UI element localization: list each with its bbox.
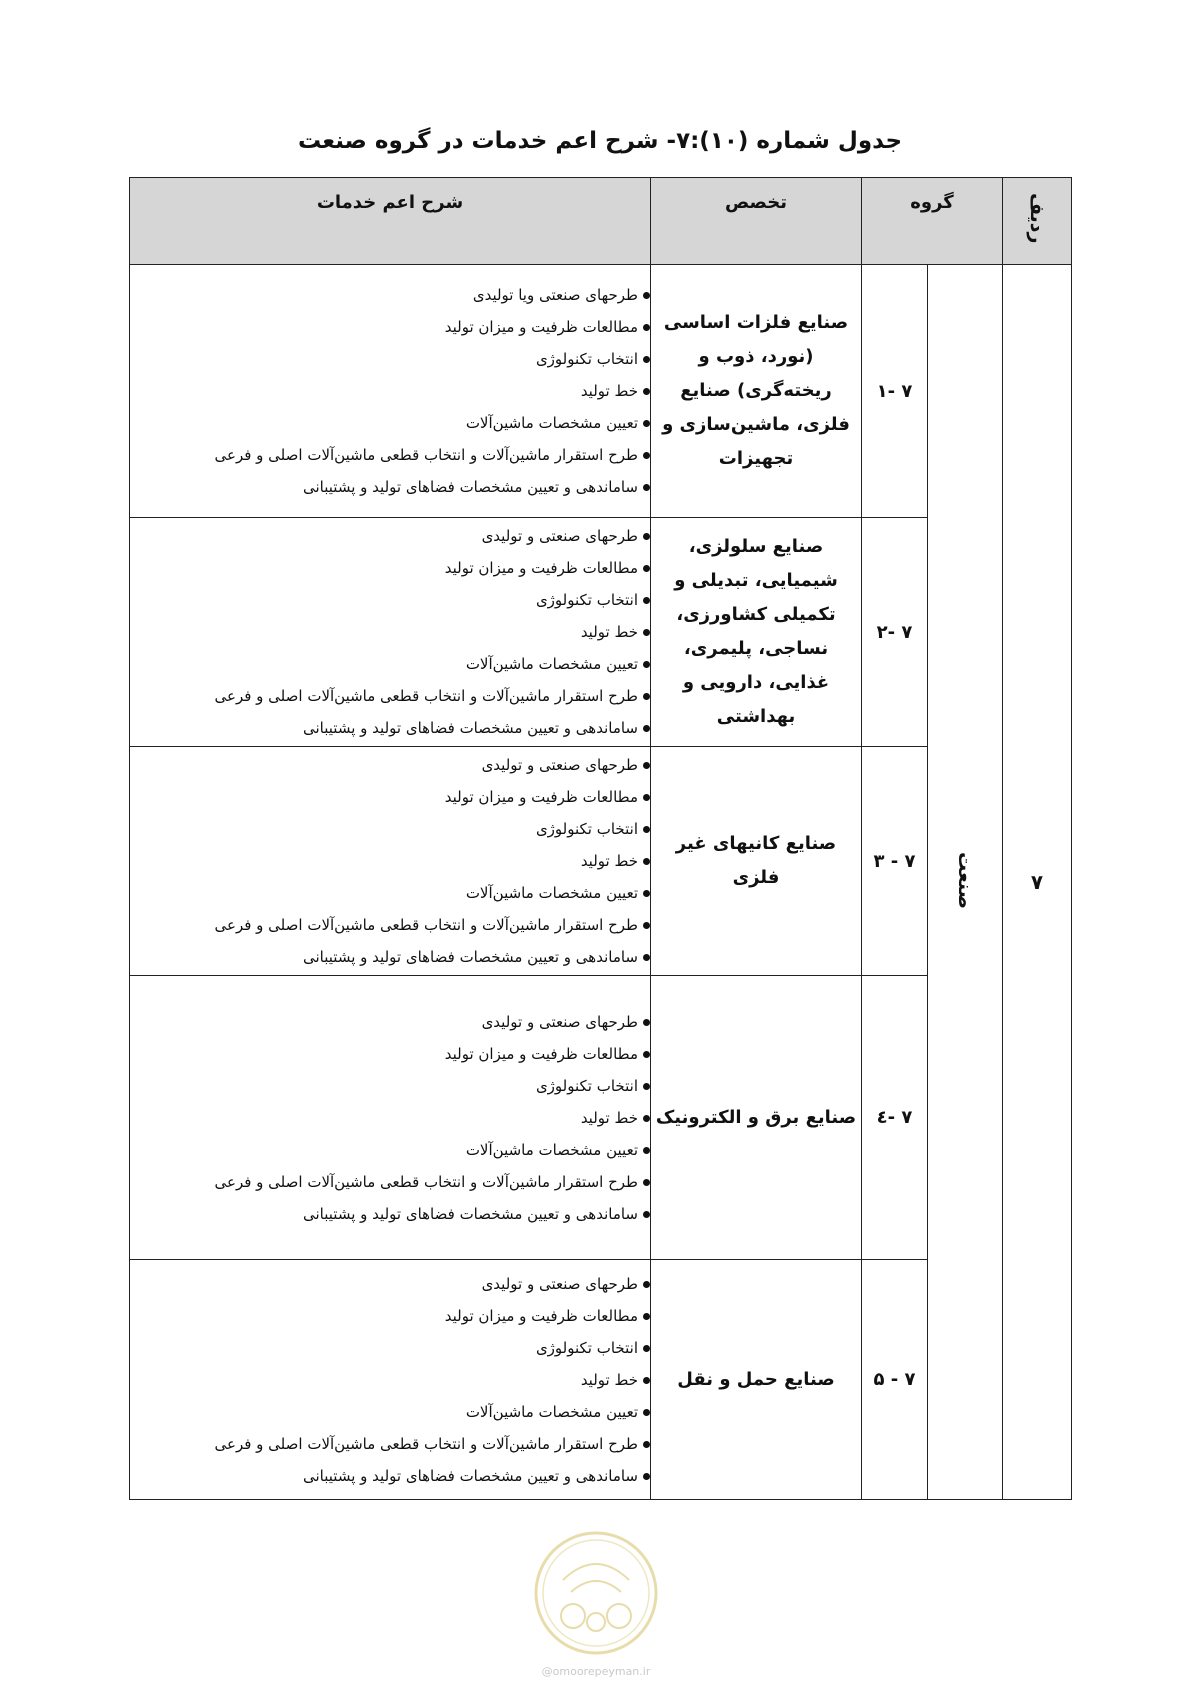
services-list <box>130 1006 650 1230</box>
specialty-cell: صنایع سلولزی، شیمیایی، تبدیلی و تکمیلی کشاورزی، نساجی، پلیمری، غذایی، دارویی و بهداشتی <box>651 518 862 747</box>
row-number-cell: ۷ <box>1003 265 1072 1500</box>
service-text: طرح استقرار ماشین‌آلات و انتخاب قطعی ماشین‌آلات اصلی و فرعی <box>214 916 638 934</box>
bullet-icon <box>643 484 650 491</box>
bullet-icon <box>643 1377 650 1384</box>
service-text: انتخاب تکنولوژی <box>535 1076 638 1095</box>
bullet-icon <box>643 922 650 929</box>
page-title: جدول شماره (۱۰):۷- شرح اعم خدمات در گروه صنعت <box>297 128 903 154</box>
service-item <box>130 375 650 407</box>
service-item <box>130 1428 650 1460</box>
service-text: انتخاب تکنولوژی <box>535 1338 638 1357</box>
service-text: خط تولید <box>580 1370 638 1389</box>
service-item <box>130 680 650 712</box>
bullet-icon <box>643 597 650 604</box>
service-text: مطالعات ظرفیت و میزان تولید <box>444 318 638 336</box>
specialty-cell: صنایع فلزات اساسی (نورد، ذوب و ریخته‌گری) صنایع فلزی، ماشین‌سازی و تجهیزات <box>651 265 862 518</box>
bullet-icon <box>643 1409 650 1416</box>
service-text: مطالعات ظرفیت و میزان تولید <box>444 788 638 806</box>
bullet-icon <box>643 1313 650 1320</box>
service-item <box>130 749 650 781</box>
service-text: طرحهای صنعتی و تولیدی <box>481 527 638 545</box>
service-item <box>130 311 650 343</box>
services-list <box>130 749 650 973</box>
service-text: تعیین مشخصات ماشین‌آلات <box>465 1140 638 1159</box>
service-text: تعیین مشخصات ماشین‌آلات <box>465 1402 638 1421</box>
bullet-icon <box>643 1115 650 1122</box>
service-text: خط تولید <box>580 382 638 400</box>
services-table <box>129 177 1072 1500</box>
service-item <box>130 1102 650 1134</box>
service-text: مطالعات ظرفیت و میزان تولید <box>444 1306 638 1325</box>
service-text: تعیین مشخصات ماشین‌آلات <box>465 884 638 902</box>
bullet-icon <box>643 1211 650 1218</box>
services-cell <box>130 1260 651 1500</box>
service-item <box>130 1006 650 1038</box>
bullet-icon <box>643 1281 650 1288</box>
service-text: ساماندهی و تعیین مشخصات فضاهای تولید و پشتیبانی <box>303 478 638 496</box>
bullet-icon <box>643 452 650 459</box>
services-list <box>130 520 650 744</box>
services-list <box>130 1268 650 1492</box>
service-text: طرح استقرار ماشین‌آلات و انتخاب قطعی ماشین‌آلات اصلی و فرعی <box>214 687 638 705</box>
service-item <box>130 1038 650 1070</box>
service-text: تعیین مشخصات ماشین‌آلات <box>465 655 638 673</box>
bullet-icon <box>643 1083 650 1090</box>
service-text: ساماندهی و تعیین مشخصات فضاهای تولید و پشتیبانی <box>303 1466 638 1485</box>
code-cell: ۷ - ۳ <box>862 747 928 976</box>
bullet-icon <box>643 533 650 540</box>
service-item <box>130 1460 650 1492</box>
group-name: صنعت <box>954 851 977 909</box>
service-item <box>130 1396 650 1428</box>
service-text: خط تولید <box>580 1108 638 1127</box>
service-item <box>130 648 650 680</box>
bullet-icon <box>643 954 650 961</box>
service-item <box>130 712 650 744</box>
watermark-handle: @omoorepeyman.ir <box>541 1665 651 1678</box>
service-text: تعیین مشخصات ماشین‌آلات <box>465 414 638 432</box>
service-text: طرح استقرار ماشین‌آلات و انتخاب قطعی ماشین‌آلات اصلی و فرعی <box>214 1172 638 1191</box>
bullet-icon <box>643 1179 650 1186</box>
bullet-icon <box>643 324 650 331</box>
group-cell <box>928 265 1003 1500</box>
header-services: شرح اعم خدمات <box>130 178 651 265</box>
bullet-icon <box>643 629 650 636</box>
bullet-icon <box>643 1051 650 1058</box>
service-text: ساماندهی و تعیین مشخصات فضاهای تولید و پشتیبانی <box>303 948 638 966</box>
services-cell <box>130 518 651 747</box>
service-text: طرحهای صنعتی ویا تولیدی <box>472 286 638 304</box>
service-item <box>130 279 650 311</box>
service-text: طرحهای صنعتی و تولیدی <box>481 1012 638 1031</box>
bullet-icon <box>643 661 650 668</box>
service-text: خط تولید <box>580 852 638 870</box>
specialty-cell: صنایع برق و الکترونیک <box>651 976 862 1260</box>
service-item <box>130 845 650 877</box>
service-item <box>130 781 650 813</box>
code-cell: ۷ -۱ <box>862 265 928 518</box>
bullet-icon <box>643 693 650 700</box>
service-item <box>130 1070 650 1102</box>
service-text: انتخاب تکنولوژی <box>535 820 638 838</box>
service-item <box>130 584 650 616</box>
service-text: طرحهای صنعتی و تولیدی <box>481 1274 638 1293</box>
services-cell <box>130 976 651 1260</box>
service-item <box>130 616 650 648</box>
bullet-icon <box>643 420 650 427</box>
header-specialty: تخصص <box>651 178 862 265</box>
service-text: طرح استقرار ماشین‌آلات و انتخاب قطعی ماشین‌آلات اصلی و فرعی <box>214 1434 638 1453</box>
service-item <box>130 877 650 909</box>
service-item <box>130 1268 650 1300</box>
watermark-logo <box>533 1530 659 1656</box>
bullet-icon <box>643 794 650 801</box>
code-cell: ۷ -٤ <box>862 976 928 1260</box>
service-text: ساماندهی و تعیین مشخصات فضاهای تولید و پشتیبانی <box>303 1204 638 1223</box>
service-item <box>130 552 650 584</box>
service-item <box>130 471 650 503</box>
service-text: انتخاب تکنولوژی <box>535 591 638 609</box>
header-row <box>130 178 1072 265</box>
header-row-number: ردیف <box>1003 178 1072 265</box>
services-cell <box>130 747 651 976</box>
code-cell: ۷ -۲ <box>862 518 928 747</box>
specialty-cell: صنایع حمل و نقل <box>651 1260 862 1500</box>
bullet-icon <box>643 858 650 865</box>
service-item <box>130 407 650 439</box>
service-text: طرحهای صنعتی و تولیدی <box>481 756 638 774</box>
header-group: گروه <box>862 178 1003 265</box>
service-item <box>130 909 650 941</box>
service-item <box>130 1166 650 1198</box>
service-item <box>130 1300 650 1332</box>
service-text: مطالعات ظرفیت و میزان تولید <box>444 1044 638 1063</box>
bullet-icon <box>643 1345 650 1352</box>
service-text: خط تولید <box>580 623 638 641</box>
service-item <box>130 941 650 973</box>
bullet-icon <box>643 356 650 363</box>
table-row <box>130 265 1072 518</box>
service-item <box>130 520 650 552</box>
service-item <box>130 1134 650 1166</box>
service-item <box>130 1332 650 1364</box>
service-item <box>130 439 650 471</box>
service-item <box>130 1198 650 1230</box>
services-cell <box>130 265 651 518</box>
service-text: ساماندهی و تعیین مشخصات فضاهای تولید و پشتیبانی <box>303 719 638 737</box>
bullet-icon <box>643 890 650 897</box>
service-item <box>130 813 650 845</box>
bullet-icon <box>643 725 650 732</box>
bullet-icon <box>643 1441 650 1448</box>
bullet-icon <box>643 388 650 395</box>
bullet-icon <box>643 1019 650 1026</box>
service-text: مطالعات ظرفیت و میزان تولید <box>444 559 638 577</box>
specialty-cell: صنایع کانیهای غیر فلزی <box>651 747 862 976</box>
bullet-icon <box>643 292 650 299</box>
services-list <box>130 279 650 503</box>
service-text: انتخاب تکنولوژی <box>535 350 638 368</box>
bullet-icon <box>643 565 650 572</box>
service-text: طرح استقرار ماشین‌آلات و انتخاب قطعی ماشین‌آلات اصلی و فرعی <box>214 446 638 464</box>
bullet-icon <box>643 1473 650 1480</box>
bullet-icon <box>643 1147 650 1154</box>
service-item <box>130 1364 650 1396</box>
bullet-icon <box>643 762 650 769</box>
code-cell: ۷ - ۵ <box>862 1260 928 1500</box>
service-item <box>130 343 650 375</box>
bullet-icon <box>643 826 650 833</box>
